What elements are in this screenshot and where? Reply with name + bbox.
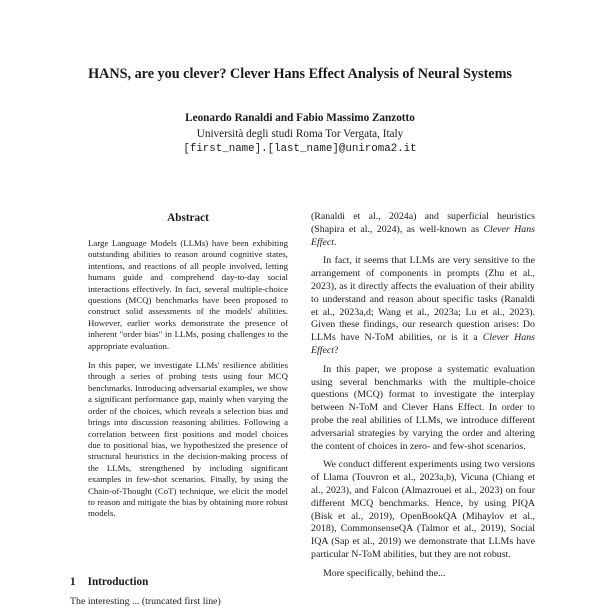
abstract-body [88,238,288,528]
paper-affiliation: Università degli studi Roma Tor Vergata, Italy [196,128,404,140]
abstract-paragraph-1: Large Language Models (LLMs) have been exhibiting outstanding abilities to reason around cognitive states, intentions, and reactions of all people involved, letting humans guide and comprehend day-to-day social interactions effectively. In fact, several multiple-choice questions (MCQ) benchmarks have been proposed to construct solid assessments of the models' abilities. However, earlier works demonstrate the presence of inherent "order bias" in LLMs, posing challenges to the appropriate evaluation. [88,238,288,351]
text-run: (Ranaldi et al., 2024a) and superficial heuristics (Shapira et al., 2024), as well-known as [311,211,535,235]
right-paragraph-3: We conduct different experiments using two versions of Llama (Touvron et al., 2023a,b), Vicuna (Chiang et al., 2023), and Falcon (Almazrouei et al., 2023) on four different MCQ benchmarks. Hence, by using PIQA (Bisk et al., 2019), OpenBookQA (Mihaylov et al., 2018), CommonsenseQA (Talmor et al., 2019), Social IQA (Sap et al., 2019) we demonstrate that LLMs have particular N-ToM abilities, but they are not robust. [311,459,535,560]
section-number: 1 [70,576,76,588]
abstract-heading: Abstract [167,212,209,224]
abstract-paragraph-2: In this paper, we investigate LLMs' resilience abilities through a series of probing tests using four MCQ benchmarks. Introducing adversarial examples, we show a significant performance gap, mainly when varying the order of the choices, which reveals a selection bias and brings into discussion reasoning abilities. Following a correlation between first positions and model choices due to positional bias, we hypothesized the presence of structural heuristics in the decision-making process of the LLMs, strengthened by including significant examples in few-shot scenarios. Finally, by using the Chain-of-Thought (CoT) technique, we elicit the model to reason and mitigate the bias by obtaining more robust models. [88,360,288,519]
right-paragraph-2: In this paper, we propose a systematic evaluation using several benchmarks with the multiple-choice questions (MCQ) format to investigate the interplay between N-ToM and Clever Hans Effect. In order to probe the real abilities of LLMs, we introduce different adversarial strategies by varying the order and altering the content of choices in zero- and few-shot scenarios. [311,363,535,452]
text-run: In fact, it seems that LLMs are very sensitive to the arrangement of components in prompts (Zhu et al., 2023), as it directly affects the evaluation of their ability to understand and reason about specific tasks (Ranaldi et al., 2023a,d; Wang et al., 2023a; Lu et al., 2023). Given these findings, our research question arises: Do LLMs have N-ToM abilities, or is it a [311,255,535,344]
section-title: Introduction [87,576,149,588]
paper-title: HANS, are you clever? Clever Hans Effect Analysis of Neural Systems [88,66,512,82]
emphasis-term: Clever Hans Effect [311,332,536,356]
right-column-body [311,211,535,587]
emphasis-term: Clever Hans Effect [311,223,536,248]
paper-email: [first_name].[last_name]@uniroma2.it [183,143,417,155]
truncated-intro-line: The interesting ... (truncated first line) [70,596,221,607]
right-paragraph-4: More specifically, behind the... [323,567,446,579]
section-heading-introduction [70,576,148,588]
right-paragraph-0 [311,211,535,249]
text-run: . [334,236,337,248]
paper-authors: Leonardo Ranaldi and Fabio Massimo Zanzotto [185,112,415,124]
right-paragraph-1 [311,255,535,357]
text-run: ? [334,344,339,356]
